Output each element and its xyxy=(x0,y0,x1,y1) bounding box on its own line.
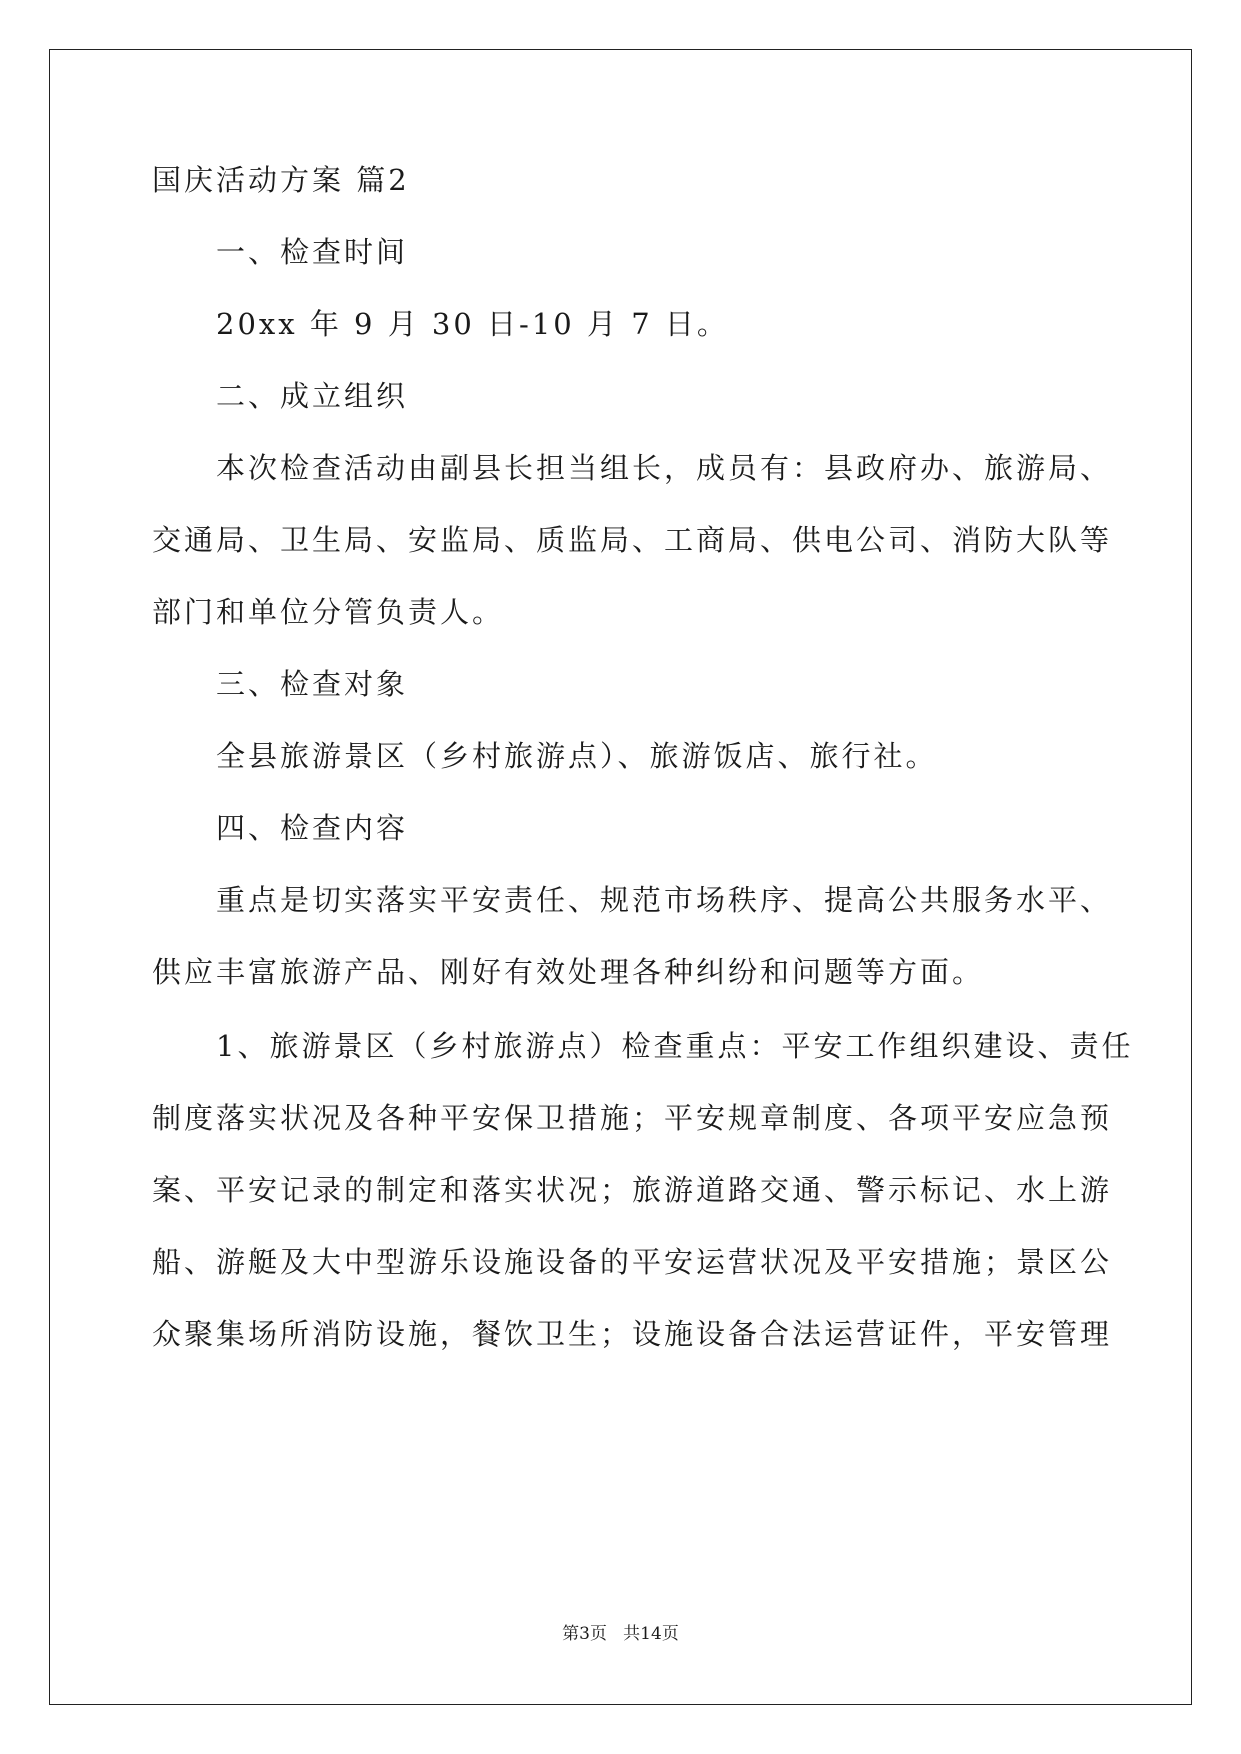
paragraph-line: 部门和单位分管负责人。 xyxy=(152,595,505,629)
paragraph-line: 20xx 年 9 月 30 日-10 月 7 日。 xyxy=(216,307,729,341)
paragraph-line: 船、游艇及大中型游乐设施设备的平安运营状况及平安措施；景区公 xyxy=(152,1245,1113,1279)
paragraph-line: 交通局、卫生局、安监局、质监局、工商局、供电公司、消防大队等 xyxy=(152,523,1113,557)
section-heading: 四、检查内容 xyxy=(216,811,409,845)
paragraph-line: 供应丰富旅游产品、刚好有效处理各种纠纷和问题等方面。 xyxy=(152,955,985,989)
section-heading: 一、检查时间 xyxy=(216,235,409,269)
paragraph-line: 全县旅游景区（乡村旅游点）、旅游饭店、旅行社。 xyxy=(216,739,938,773)
paragraph-line: 1、旅游景区（乡村旅游点）检查重点：平安工作组织建设、责任 xyxy=(216,1029,1134,1063)
section-heading: 三、检查对象 xyxy=(216,667,409,701)
paragraph-line: 重点是切实落实平安责任、规范市场秩序、提高公共服务水平、 xyxy=(216,883,1113,917)
page-number-footer: 第3页 共14页 xyxy=(562,1624,679,1644)
section-heading: 二、成立组织 xyxy=(216,379,409,413)
page-border xyxy=(49,49,1192,1705)
paragraph-line: 制度落实状况及各种平安保卫措施；平安规章制度、各项平安应急预 xyxy=(152,1101,1113,1135)
document-title: 国庆活动方案 篇2 xyxy=(152,163,410,197)
paragraph-line: 众聚集场所消防设施，餐饮卫生；设施设备合法运营证件，平安管理 xyxy=(152,1317,1113,1351)
paragraph-line: 本次检查活动由副县长担当组长，成员有：县政府办、旅游局、 xyxy=(216,451,1113,485)
paragraph-line: 案、平安记录的制定和落实状况；旅游道路交通、警示标记、水上游 xyxy=(152,1173,1113,1207)
